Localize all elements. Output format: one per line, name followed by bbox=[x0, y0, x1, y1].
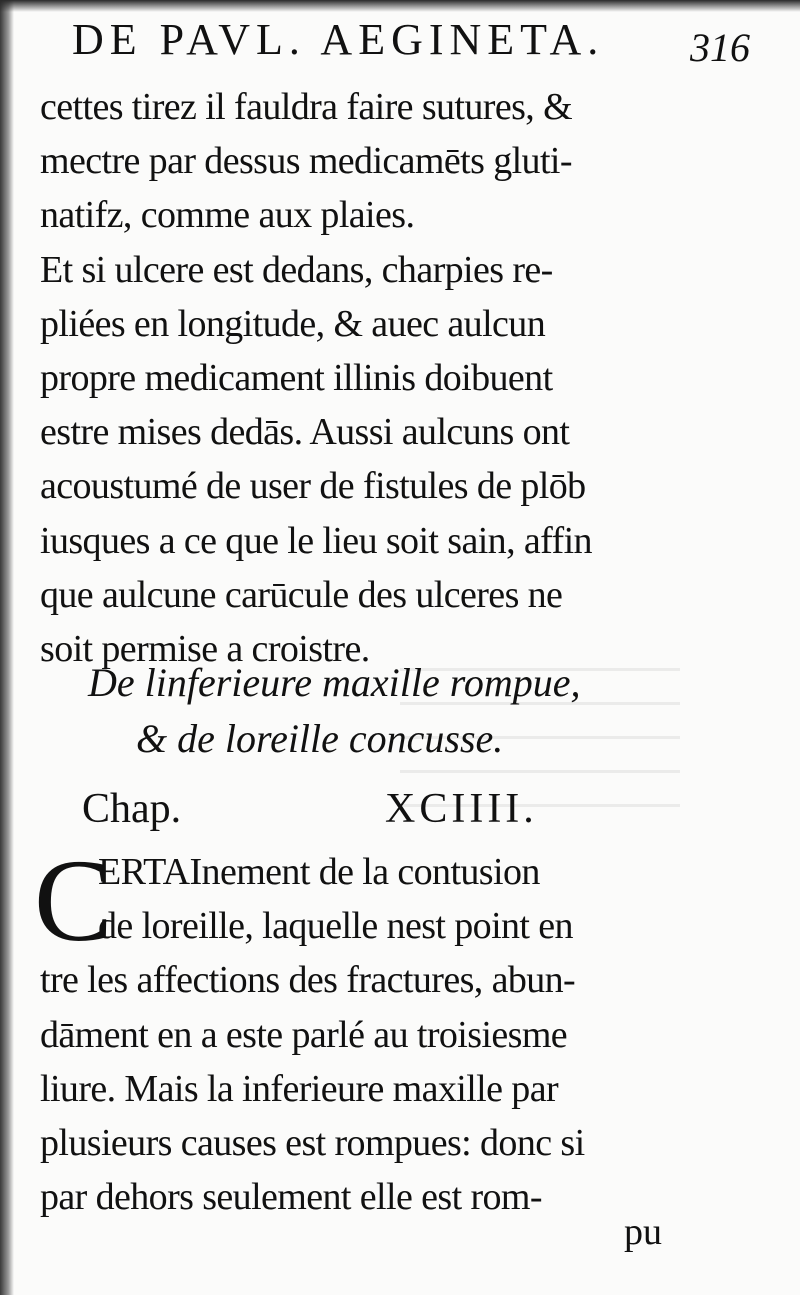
text-line: cettes tirez il fauldra faire sutures, & bbox=[40, 86, 573, 128]
text-line: par dehors seulement elle est rom- bbox=[40, 1176, 542, 1219]
text-line: pliées en longitude, & auec aulcun bbox=[40, 302, 546, 345]
page-edge-shadow-top bbox=[0, 0, 800, 12]
text-line: ERTAInement de la contusion bbox=[98, 851, 540, 893]
running-header: DE PAVL. AEGINETA. bbox=[72, 15, 605, 64]
text-line: iusques a ce que le lieu soit sain, affin bbox=[40, 519, 592, 562]
text-line: soit permise a croistre. bbox=[40, 627, 370, 670]
text-line: liure. Mais la inferieure maxille par bbox=[40, 1067, 559, 1110]
chapter-title-line-2: & de loreille concusse. bbox=[136, 716, 504, 761]
drop-cap: C bbox=[34, 835, 113, 966]
paragraph-1 bbox=[40, 80, 680, 676]
chapter-number: XCIIII. bbox=[385, 786, 538, 832]
page-number: 316 bbox=[690, 25, 750, 70]
text-line: estre mises dedās. Aussi aulcuns ont bbox=[40, 411, 570, 454]
chapter-title bbox=[40, 655, 680, 767]
text-line: acoustumé de user de fistules de plōb bbox=[40, 465, 586, 508]
page-edge-shadow-left bbox=[0, 0, 14, 1295]
text-line: mectre par dessus medicamēts gluti- bbox=[40, 140, 572, 183]
text-line: Et si ulcere est dedans, charpies re- bbox=[40, 248, 553, 291]
catchword: pu bbox=[624, 1211, 662, 1253]
text-line: propre medicament illinis doibuent bbox=[40, 356, 553, 399]
text-line: dāment en a este parlé au troisiesme bbox=[40, 1013, 568, 1056]
chapter-word: Chap. bbox=[82, 786, 182, 832]
text-line: plusieurs causes est rompues: donc si bbox=[40, 1121, 585, 1164]
text-line: que aulcune carūcule des ulceres ne bbox=[40, 573, 563, 616]
paragraph-2 bbox=[40, 845, 680, 1224]
chapter-title-line-1: De linferieure maxille rompue, bbox=[88, 660, 581, 705]
text-line: natifz, comme aux plaies. bbox=[40, 194, 415, 237]
text-line: de loreille, laquelle nest point en bbox=[98, 905, 573, 948]
text-line: tre les affections des fractures, abun- bbox=[40, 959, 576, 1002]
